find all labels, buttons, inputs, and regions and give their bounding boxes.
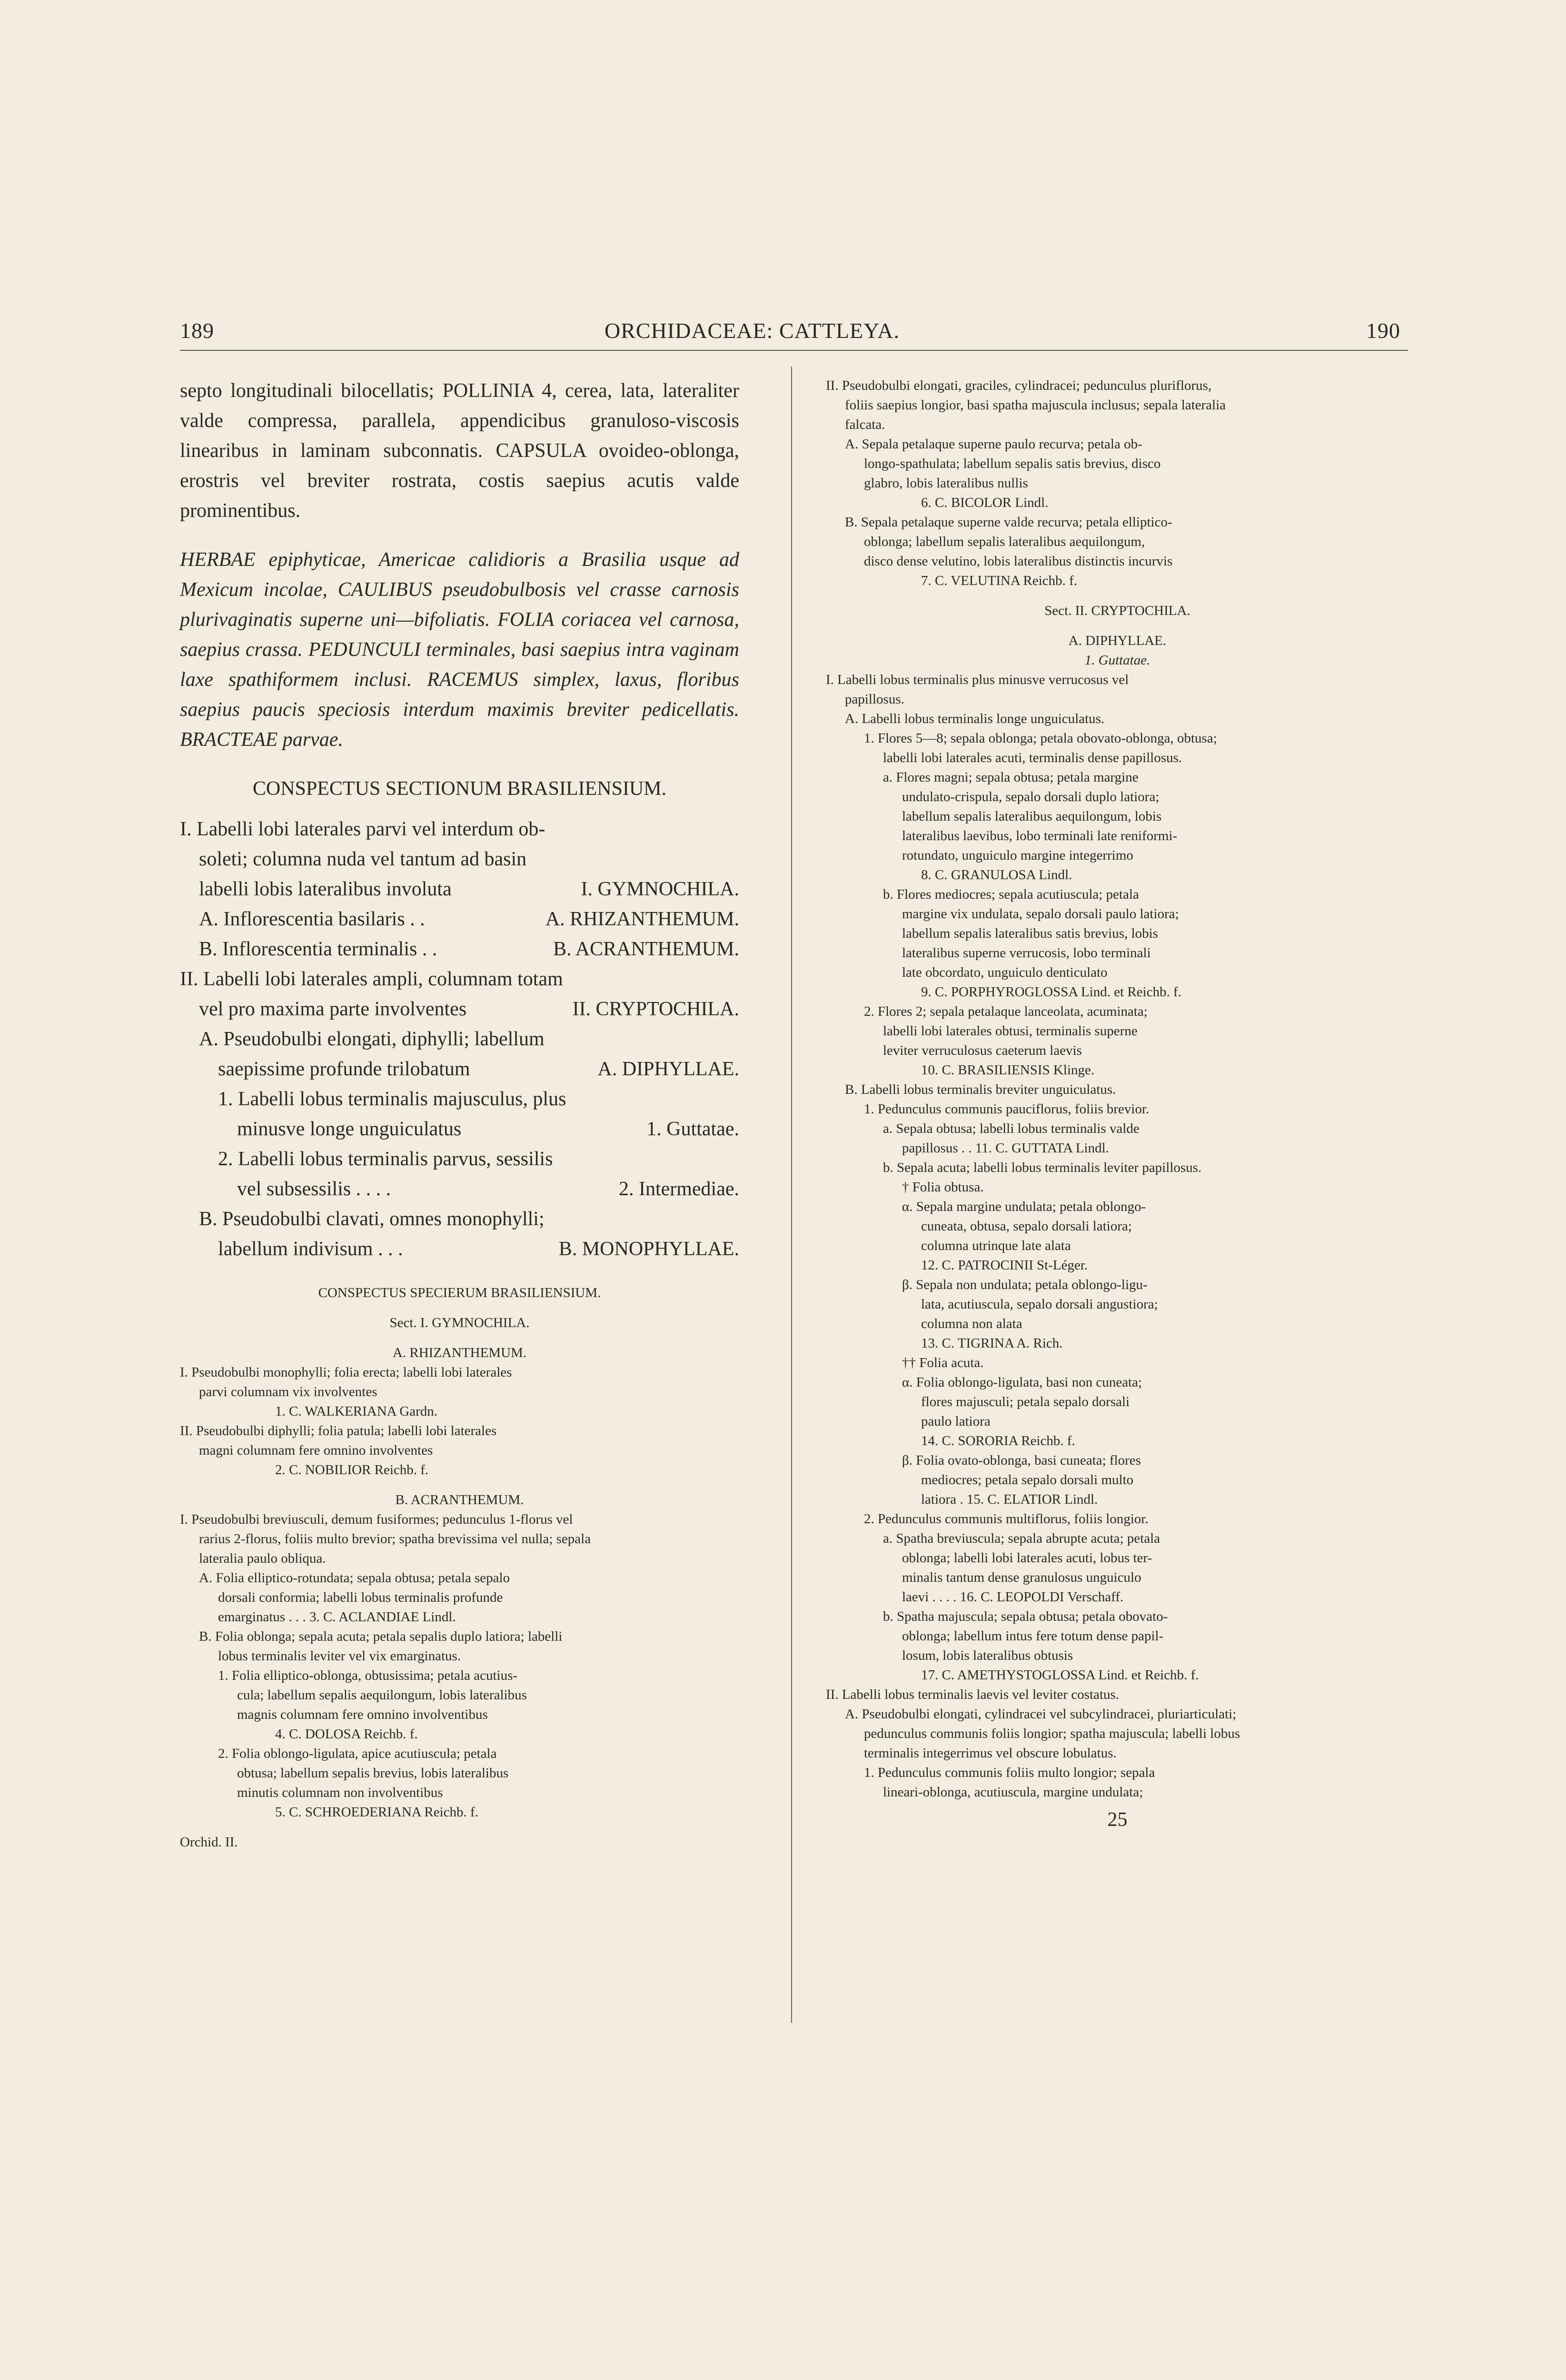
text-line: β. Sepala non undulata; petala oblongo-ligu- [902,1277,1148,1292]
text-line: laevi . . . . 16. C. LEOPOLDI Verschaff. [902,1589,1124,1605]
text-line: 10. C. BRASILIENSIS Klinge. [921,1062,1095,1078]
text-line: A. Folia elliptico-rotundata; sepala obtusa; petala sepalo [199,1570,510,1586]
text-line: obtusa; labellum sepalis brevius, lobis lateralibus [237,1765,509,1781]
text-line: I. Pseudobulbi monophylli; folia erecta; labelli lobi laterales [180,1365,512,1380]
text-line: minutis columnam non involventibus [237,1785,443,1800]
text-line: oblonga; labellum sepalis lateralibus aequilongum, [864,534,1145,549]
conspectus-key-text: I. Labelli lobi laterales parvi vel interdum ob- [180,818,545,840]
text-line: 4. C. DOLOSA Reichb. f. [275,1726,418,1742]
text-line: papillosus . . 11. C. GUTTATA Lindl. [902,1140,1109,1156]
text-line: columna non alata [921,1316,1022,1331]
intro-paragraph: septo longitudinali bilocellatis; POLLINIA 4, cerea, lata, lateraliter valde compressa, parallela, appendicibus granuloso-viscosis linearibus in laminam subconnatis. CAPSULA ovoideo-oblonga, erostris vel breviter rostrata, costis saepius acutis valde prominentibus. [180,380,739,522]
text-line: B. Labelli lobus terminalis breviter unguiculatus. [845,1082,1116,1097]
text-line: undulato-crispula, sepalo dorsali duplo latiora; [902,789,1160,804]
subsection-heading: B. ACRANTHEMUM. [395,1492,524,1507]
text-line: lateralibus laevibus, lobo terminali late reniformi- [902,828,1178,843]
column-divider [791,367,792,2023]
conspectus-key-text: saepissime profunde trilobatum [218,1058,470,1080]
page-number-left: 189 [180,318,214,343]
text-line: labelli lobi laterales obtusi, terminalis superne [883,1023,1138,1039]
text-line: parvi columnam vix involventes [199,1384,377,1399]
conspectus-key-text: B. Pseudobulbi clavati, omnes monophylli; [199,1208,545,1230]
text-line: 17. C. AMETHYSTOGLOSSA Lind. et Reichb. f. [921,1667,1199,1683]
text-line: 1. Pedunculus communis foliis multo longior; sepala [864,1765,1155,1780]
text-line: falcata. [845,417,885,432]
text-line: cuneata, obtusa, sepalo dorsali latiora; [921,1219,1132,1234]
text-line: flores majusculi; petala sepalo dorsali [921,1394,1130,1409]
conspectus-section-label: I. GYMNOCHILA. [581,878,739,900]
text-line: disco dense velutino, lobis lateralibus distinctis incurvis [864,554,1173,569]
conspectus-row [180,1054,739,1084]
text-line: 12. C. PATROCINII St-Léger. [921,1258,1088,1273]
subsection-heading: A. DIPHYLLAE. [1068,633,1167,648]
text-line: A. Sepala petalaque superne paulo recurva; petala ob- [845,436,1142,452]
text-line: columna utrinque late alata [921,1238,1071,1253]
conspectus-section-label: A. DIPHYLLAE. [597,1058,739,1080]
conspectus-key-text: vel subsessilis . . . . [237,1178,391,1200]
text-line: B. Folia oblonga; sepala acuta; petala sepalis duplo latiora; labelli [199,1629,563,1644]
section-heading: Sect. I. GYMNOCHILA. [389,1315,530,1330]
text-line: labelli lobi laterales acuti, terminalis dense papillosus. [883,750,1182,765]
group-heading: 1. Guttatae. [1084,653,1150,668]
header-rule [180,350,1408,351]
page-number-right: 190 [1366,318,1400,343]
text-line: 2. Folia oblongo-ligulata, apice acutiuscula; petala [218,1746,497,1761]
conspectus-row [180,1024,739,1054]
conspectus-key-text: B. Inflorescentia terminalis . . [199,938,437,960]
text-line: terminalis integerrimus vel obscure lobulatus. [864,1745,1117,1761]
conspectus-section-label: A. RHIZANTHEMUM. [545,908,739,930]
text-line: β. Folia ovato-oblonga, basi cuneata; flores [902,1453,1141,1468]
text-line: b. Sepala acuta; labelli lobus terminalis leviter papillosus. [883,1160,1202,1175]
conspectus-row [180,934,739,964]
conspectus-row [180,814,739,844]
conspectus-row [180,844,739,874]
conspectus-key-text: minusve longe unguiculatus [237,1118,462,1140]
conspectus-row [180,1144,739,1174]
text-line: 2. Pedunculus communis multiflorus, foliis longior. [864,1511,1149,1527]
conspectus-key-text: labelli lobis lateralibus involuta [199,878,452,900]
text-line: pedunculus communis foliis longior; spatha majuscula; labelli lobus [864,1726,1240,1741]
text-line: 1. Flores 5—8; sepala oblonga; petala obovato-oblonga, obtusa; [864,731,1217,746]
text-line: glabro, lobis lateralibus nullis [864,476,1028,491]
conspectus-key-text: labellum indivisum . . . [218,1238,403,1260]
conspectus-key-text: 2. Labelli lobus terminalis parvus, sessilis [218,1148,553,1170]
text-line: oblonga; labelli lobi laterales acuti, lobus ter- [902,1550,1152,1566]
conspectus-specierum-title: CONSPECTUS SPECIERUM BRASILIENSIUM. [318,1285,601,1300]
text-line: rarius 2-florus, foliis multo brevior; spatha brevissima vel nulla; sepala [199,1531,591,1547]
text-line: margine vix undulata, sepalo dorsali paulo latiora; [902,906,1179,922]
text-line: α. Sepala margine undulata; petala oblongo- [902,1199,1146,1214]
text-line: lineari-oblonga, acutiuscula, margine undulata; [883,1785,1143,1800]
conspectus-sectionum-list [180,814,739,1264]
text-line: 1. Folia elliptico-oblonga, obtusissima; petala acutius- [218,1668,518,1683]
species-list-guttatae [826,670,1409,1802]
conspectus-key-text: A. Inflorescentia basilaris . . [199,908,425,930]
text-line: magni columnam fere omnino involventes [199,1443,433,1458]
text-line: minalis tantum dense granulosus unguiculo [902,1570,1141,1585]
text-line: † Folia obtusa. [902,1180,984,1195]
text-line: 2. Flores 2; sepala petalaque lanceolata, acuminata; [864,1004,1148,1019]
text-line: I. Pseudobulbi breviusculi, demum fusiformes; pedunculus 1-florus vel [180,1512,573,1527]
text-line: losum, lobis lateralibus obtusis [902,1648,1073,1663]
conspectus-row [180,994,739,1024]
text-line: 1. Pedunculus communis pauciflorus, foliis brevior. [864,1101,1150,1117]
text-line: cula; labellum sepalis aequilongum, lobis lateralibus [237,1687,527,1703]
text-line: 13. C. TIGRINA A. Rich. [921,1336,1063,1351]
text-line: paulo latiora [921,1414,991,1429]
text-line: 9. C. PORPHYROGLOSSA Lind. et Reichb. f. [921,984,1182,1000]
text-line: rotundato, unguiculo margine integerrimo [902,848,1133,863]
conspectus-key-text: II. Labelli lobi laterales ampli, columnam totam [180,968,563,990]
conspectus-key-text: soleti; columna nuda vel tantum ad basin [199,848,527,870]
subsection-heading: A. RHIZANTHEMUM. [392,1345,527,1360]
text-line: A. Labelli lobus terminalis longe unguiculatus. [845,711,1105,726]
left-column [180,376,739,1852]
species-list-rhizanthemum [180,1363,739,1480]
running-title: ORCHIDACEAE: CATTLEYA. [605,318,900,343]
text-line: 1. C. WALKERIANA Gardn. [275,1404,437,1419]
conspectus-section-label: 1. Guttatae. [646,1118,739,1140]
text-line: a. Sepala obtusa; labelli lobus terminalis valde [883,1121,1140,1136]
conspectus-key-text: vel pro maxima parte involventes [199,998,467,1020]
text-line: latiora . 15. C. ELATIOR Lindl. [921,1492,1098,1507]
text-line: A. Pseudobulbi elongati, cylindracei vel subcylindracei, pluriarticulati; [845,1706,1237,1722]
conspectus-sectionum-title: CONSPECTUS SECTIONUM BRASILIENSIUM. [252,778,667,800]
text-line: B. Sepala petalaque superne valde recurva; petala elliptico- [845,515,1172,530]
text-line: 14. C. SORORIA Reichb. f. [921,1433,1075,1448]
text-line: late obcordato, unguiculo denticulato [902,965,1108,980]
text-line: papillosus. [845,692,904,707]
conspectus-row [180,1234,739,1264]
conspectus-section-label: 2. Intermediae. [618,1178,739,1200]
text-line: labellum sepalis lateralibus satis brevius, lobis [902,926,1159,941]
text-line: lateralia paulo obliqua. [199,1551,326,1566]
text-line: foliis saepius longior, basi spatha majuscula inclusus; sepala lateralia [845,397,1226,413]
text-line: †† Folia acuta. [902,1355,984,1370]
text-line: labellum sepalis lateralibus aequilongum, lobis [902,809,1162,824]
text-line: I. Labelli lobus terminalis plus minusve verrucosus vel [826,672,1129,687]
conspectus-section-label: B. MONOPHYLLAE. [558,1238,739,1260]
species-list-top [826,376,1409,591]
conspectus-row [180,904,739,934]
text-line: II. Labelli lobus terminalis laevis vel leviter costatus. [826,1687,1120,1702]
text-line: emarginatus . . . 3. C. ACLANDIAE Lindl. [218,1609,456,1625]
text-line: b. Spatha majuscula; sepala obtusa; petala obovato- [883,1609,1168,1624]
conspectus-row [180,964,739,994]
conspectus-key-text: A. Pseudobulbi elongati, diphylli; labellum [199,1028,545,1050]
text-line: 2. C. NOBILIOR Reichb. f. [275,1462,429,1478]
text-line: mediocres; petala sepalo dorsali multo [921,1472,1134,1488]
text-line: lobus terminalis leviter vel vix emarginatus. [218,1648,461,1664]
text-line: b. Flores mediocres; sepala acutiuscula; petala [883,887,1139,902]
text-line: II. Pseudobulbi diphylli; folia patula; labelli lobi laterales [180,1423,497,1438]
text-line: a. Flores magni; sepala obtusa; petala margine [883,770,1139,785]
text-line: a. Spatha breviuscula; sepala abrupte acuta; petala [883,1531,1160,1546]
footer-signature: Orchid. II. [180,1835,238,1850]
right-column [826,376,1409,1835]
text-line: lata, acutiuscula, sepalo dorsali angustiora; [921,1297,1158,1312]
species-list-acranthemum [180,1510,739,1822]
text-line: 6. C. BICOLOR Lindl. [921,495,1049,510]
text-line: magnis columnam fere omnino involventibus [237,1707,488,1722]
text-line: II. Pseudobulbi elongati, graciles, cylindracei; pedunculus pluriflorus, [826,378,1212,393]
conspectus-key-text: 1. Labelli lobus terminalis majusculus, plus [218,1088,566,1110]
conspectus-row [180,1084,739,1114]
signature-number: 25 [1107,1809,1128,1831]
text-line: oblonga; labellum intus fere totum dense papil- [902,1628,1164,1644]
conspectus-row [180,1174,739,1204]
herbae-paragraph: HERBAE epiphyticae, Americae calidioris a Brasilia usque ad Mexicum incolae, CAULIBUS pseudobulbosis vel crasse carnosis plurivaginatis superne uni—bifoliatis. FOLIA coriacea vel carnosa, saepius crassa. PEDUNCULI terminales, basi saepius intra vaginam laxe spathiformem inclusi. RACEMUS simplex, laxus, floribus saepius paucis speciosis interdum maximis breviter pedicellatis. BRACTEAE parvae. [180,549,739,751]
conspectus-row [180,874,739,904]
conspectus-row [180,1114,739,1144]
text-line: leviter verruculosus caeterum laevis [883,1043,1082,1058]
text-line: 7. C. VELUTINA Reichb. f. [921,573,1078,588]
text-line: dorsali conformia; labelli lobus terminalis profunde [218,1590,503,1605]
text-line: longo-spathulata; labellum sepalis satis brevius, disco [864,456,1161,471]
text-line: 8. C. GRANULOSA Lindl. [921,867,1072,883]
conspectus-section-label: II. CRYPTOCHILA. [572,998,739,1020]
conspectus-row [180,1204,739,1234]
text-line: 5. C. SCHROEDERIANA Reichb. f. [275,1805,478,1820]
text-line: α. Folia oblongo-ligulata, basi non cuneata; [902,1375,1142,1390]
text-line: lateralibus superne verrucosis, lobo terminali [902,945,1151,961]
conspectus-section-label: B. ACRANTHEMUM. [553,938,739,960]
section-heading: Sect. II. CRYPTOCHILA. [1044,603,1190,618]
